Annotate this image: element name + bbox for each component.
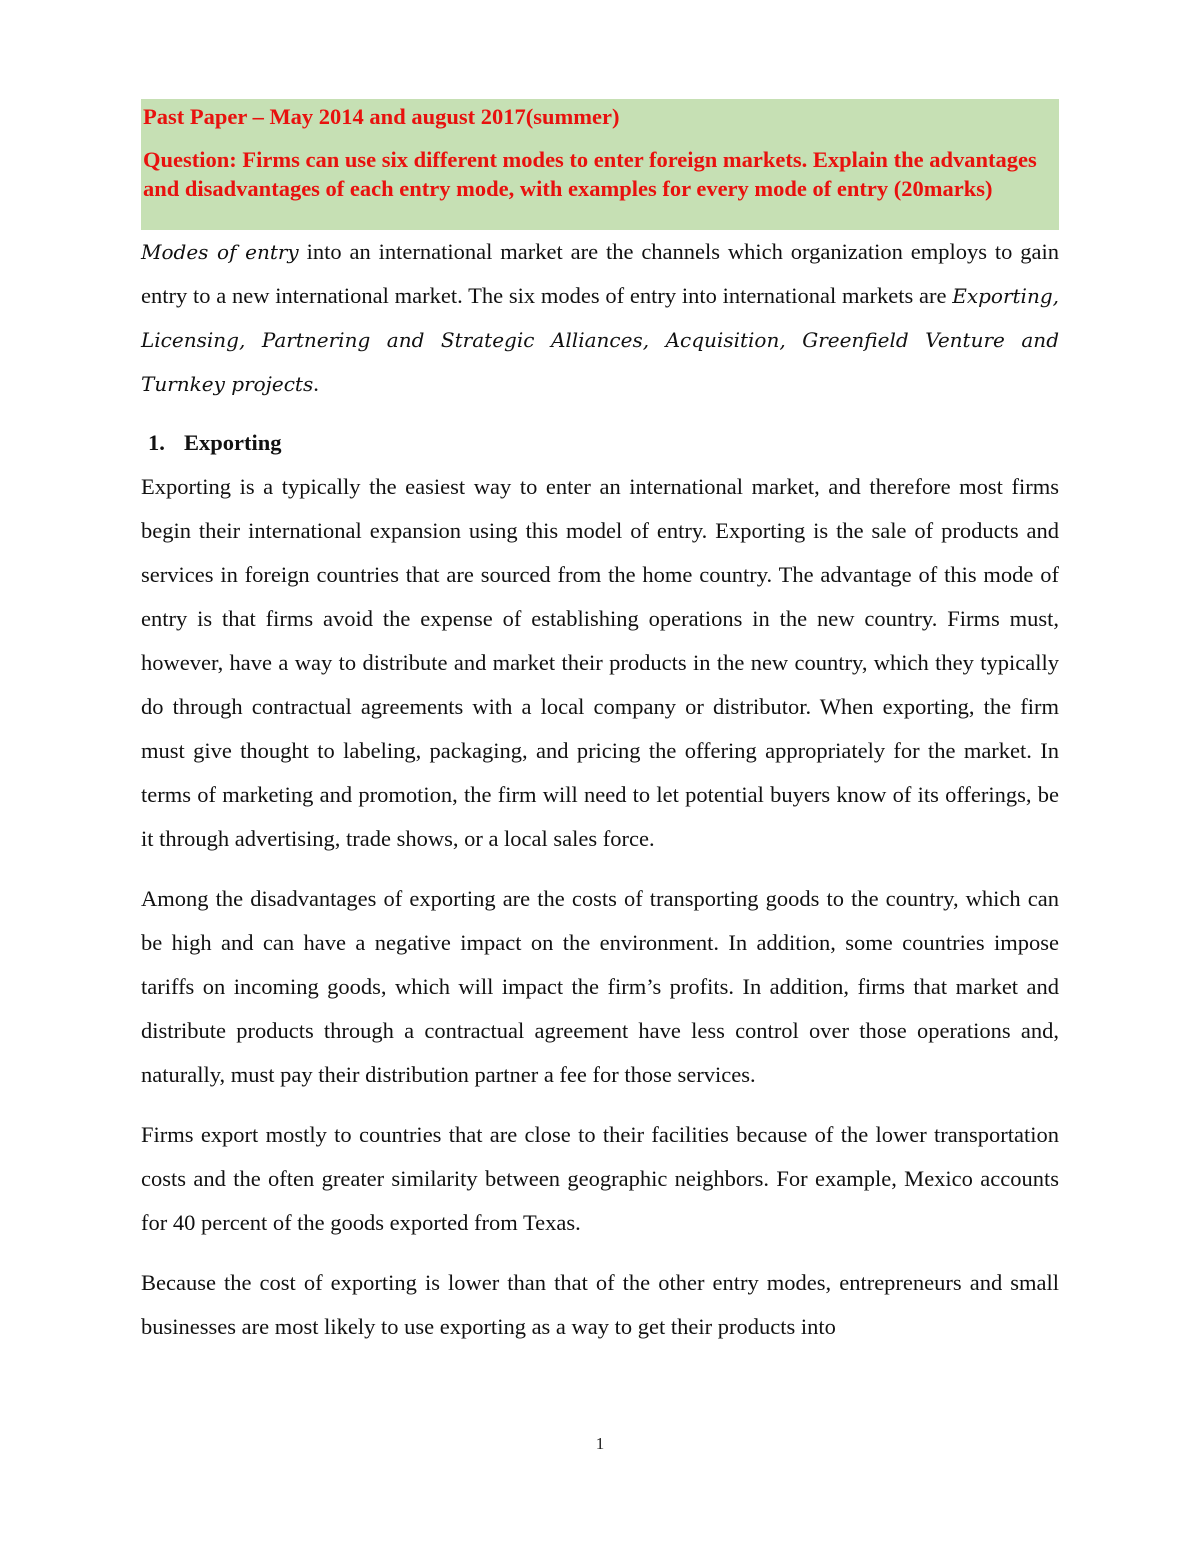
question-banner bbox=[141, 99, 1059, 230]
question-text: Question: Firms can use six different modes to enter foreign markets. Explain the advantages and disadvantages of each entry mode, with examples for every mode of entry (20marks) bbox=[143, 147, 1037, 201]
intro-text-2: . bbox=[313, 371, 319, 396]
intro-text-1: into an international market are the channels which organization employs to gain entry to a new international market. The six modes of entry into international markets are bbox=[141, 239, 1060, 308]
document-page bbox=[141, 99, 1059, 1349]
intro-paragraph bbox=[141, 230, 1059, 406]
intro-modes-list: Exporting, Licensing, Partnering and Strategic Alliances, Acquisition, Greenfield Venture and Turnkey projects bbox=[141, 284, 1059, 396]
page-number: 1 bbox=[595, 1434, 605, 1453]
section-heading-exporting bbox=[141, 421, 1059, 465]
intro-term: Modes of entry bbox=[141, 240, 299, 264]
body-paragraph-1: Exporting is a typically the easiest way to enter an international market, and therefore most firms begin their international expansion using this model of entry. Exporting is the sale of products and services in foreign countries that are sourced from the home country. The advantage of this mode of entry is that firms avoid the expense of establishing operations in the new country. Firms must, however, have a way to distribute and market their products in the new country, which they typically do through contractual agreements with a local company or distributor. When exporting, the firm must give thought to labeling, packaging, and pricing the offering appropriately for the market. In terms of marketing and promotion, the firm will need to let potential buyers know of its offerings, be it through advertising, trade shows, or a local sales force. bbox=[141, 474, 1059, 851]
paper-title: Past Paper – May 2014 and august 2017(summer) bbox=[143, 104, 620, 129]
body-paragraph-4: Because the cost of exporting is lower than that of the other entry modes, entrepreneurs and small businesses are most likely to use exporting as a way to get their products into bbox=[141, 1270, 1059, 1339]
body-paragraph-2: Among the disadvantages of exporting are the costs of transporting goods to the country, which can be high and can have a negative impact on the environment. In addition, some countries impose tariffs on incoming goods, which will impact the firm’s profits. In addition, firms that market and distribute products through a contractual agreement have less control over those operations and, naturally, must pay their distribution partner a fee for those services. bbox=[141, 886, 1059, 1087]
section-number: 1. bbox=[148, 430, 165, 455]
section-title: Exporting bbox=[184, 430, 282, 455]
body-paragraph-3: Firms export mostly to countries that are close to their facilities because of the lower transportation costs and the often greater similarity between geographic neighbors. For example, Mexico accounts for 40 percent of the goods exported from Texas. bbox=[141, 1122, 1059, 1235]
